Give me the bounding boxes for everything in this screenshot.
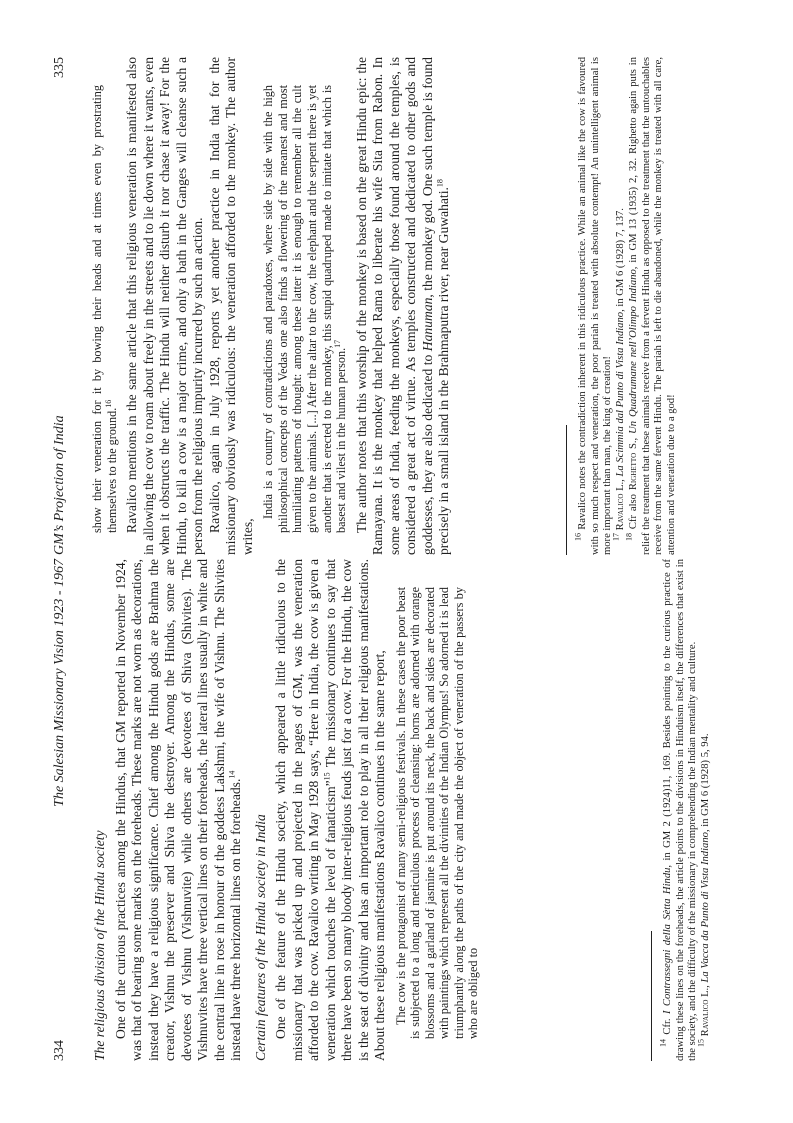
paragraph-monkey-veneration: Ravalico, again in July 1928, reports yet another practice in India that for the missionary obviously was ridiculous: the veneration afforded to the monkey. The author writes, (206, 57, 255, 555)
left-body-text (90, 559, 486, 1061)
block-quote-monkey: India is a country of contradictions and paradoxes, where side by side with the high philosophical concepts of the Vedas one also finds a flowering of the meanest and most humiliating patterns of thought: among these latter it is enough to remember all the cult given to the animals. [...] After the altar to the cow, the elephant and the serpent there is yet another that is erected to the monkey, this stupid quadruped made to imitate that which is basest and vilest in the human person.$^{17}$ (261, 85, 349, 533)
left-page (0, 559, 793, 1061)
footnote-15: $^{15}$ Ravalico L., La Vacca da Punto di Vista Indiano, in GM 6 (1928) 5, 94. (696, 733, 712, 1047)
block-quote-continued: show their veneration for it by bowing their heads and at times even by prostrating themselves to the ground.$^{16}$ (90, 85, 119, 533)
left-running-header (52, 559, 76, 1061)
footnote-16: $^{16}$ Ravalico notes the contradiction inherent in this ridiculous practice. While an animal like the cow is favoured with so much respect and veneration, the poor pariah is treated with absolute contempt! An unintelligent animal is more important than man, the king of creation! (573, 57, 614, 555)
paragraph-cow-roaming: Ravalico mentions in the same article that this religious veneration is manifested also in allowing the cow to roam about freely in the streets and to lie down where it wants, even when it obstructs the traffic. The Hindu will neither disturb it nor chase it away! For the Hindu, to kill a cow is a major crime, and only a bath in the Ganges will cleanse such a person from the religious impurity incurred by such an action. (124, 57, 206, 555)
page-number: 335 (52, 57, 67, 78)
page-number: 334 (52, 1040, 67, 1061)
section-heading-religious-division: The religious division of the Hindu society (92, 830, 107, 1061)
right-footnotes (566, 57, 679, 555)
left-footnotes (651, 559, 713, 1061)
block-quote-cow-festivals: The cow is the protagonist of many semi-religious festivals. In these cases the poor beast is subjected to a long and meticulous process of cleansing: horns are adorned with orange blossoms and a garland of jasmine is put around its neck, the back and sides are decorated with paintings which represent all the divinities of the Indian Olympus! So adorned it is lead triumphantly along the paths of the city and made the object of veneration of the passers by who are obliged to (393, 587, 481, 1039)
running-title: GM’s Projection of India (52, 415, 67, 555)
footnote-18: $^{18}$ Cfr also Righetto S., Un Quadrumane nell’Olimpo Indiano, in GM 13 (1935) 2, 32. Righetto again puts in relief the treatment that these animals receive from a fervent Hindu as opposed to the treatment that the untouchables receive from the same fervent Hindu. The pariah is left to die abandoned, while the monkey is treated with all care, attention and veneration due to a god! (624, 56, 677, 555)
paragraph-cow-veneration: One of the feature of the Hindu society, which appeared a little ridiculous to the missionary that was picked up and projected in the pages of GM, was the veneration afforded to the cow. Ravalico writing in May 1928 says, “Here in India, the cow is given a veneration which touches the level of fanaticism”$^{15}$ The missionary continues to say that there have been so many bloody inter-religious feuds just for a cow. For the Hindu, the cow is the seat of divinity and has an important role to play in all their religious manifestations. About these religious manifestations Ravalico continues in the same report, (273, 559, 387, 1061)
footnote-ref-18: 18 (435, 179, 445, 188)
paragraph-forehead-marks: One of the curious practices among the Hindus, that GM reported in November 1924, was that of bearing some marks on the foreheads. These marks are not worn as decorations, instead they have a religious significance. Chief among the Hindu gods are Brahma the creator, Vishnu the preserver and Shiva the destroyer. Among the Hindus, some are devotees of Vishnu (Vishnuvite) while others are devotees of Shiva (Shivites). The Vishnuvites have three vertical lines on their foreheads, the lateral lines usually in white and the central line in rose in honour of the goddess Lakshmi, the wife of Vishnu. The Shivites instead have three horizontal lines on the foreheads.$^{14}$ (112, 559, 243, 1061)
footnote-14: $^{14}$ Cfr. I Contrassegni della Sètta Hindu, in GM 2 (1924)11, 169. Besides pointing to the curious practice of drawing these lines on the foreheads, the article points to the divisions in Hinduism itself, the differences that exist in the society, and the difficulty of the missionary in comprehending the Indian mentality and culture. (658, 559, 699, 1061)
section-heading-hindu-society: Certain features of the Hindu society in India (252, 814, 268, 1061)
footnote-divider (566, 425, 567, 555)
right-page (0, 57, 793, 555)
footnote-ref-17: 17 (333, 339, 343, 348)
running-title: The Salesian Missionary Vision 1923 - 1967 (52, 559, 67, 807)
right-body-text (90, 57, 453, 555)
footnote-17: $^{17}$ Ravalico L., La Scimmia dal Punto di Vista Indiano, in GM 6 (1928) 7, 137. (611, 208, 627, 541)
paragraph-ramayana: The author notes that this worship of the monkey is based on the great Hindu epic: the Ramayana. It is the monkey that helped Rama to liberate his wife Sita from Rabon. In some areas of India, feeding the monkeys, especially those found around the temples, is considered a great act of virtue. As temples constructed and dedicated to other gods and goddesses, they are also dedicated to Hanuman, the monkey god. One such temple is found precisely in a small island in the Brahmaputra river, near Guwahati.$^{18}$ (353, 57, 452, 555)
footnote-ref-16: 16 (103, 399, 113, 408)
footnote-ref-14: 14 (227, 770, 237, 779)
footnote-ref-15: 15 (321, 772, 331, 781)
right-running-header (52, 57, 76, 555)
footnote-divider (651, 931, 652, 1061)
